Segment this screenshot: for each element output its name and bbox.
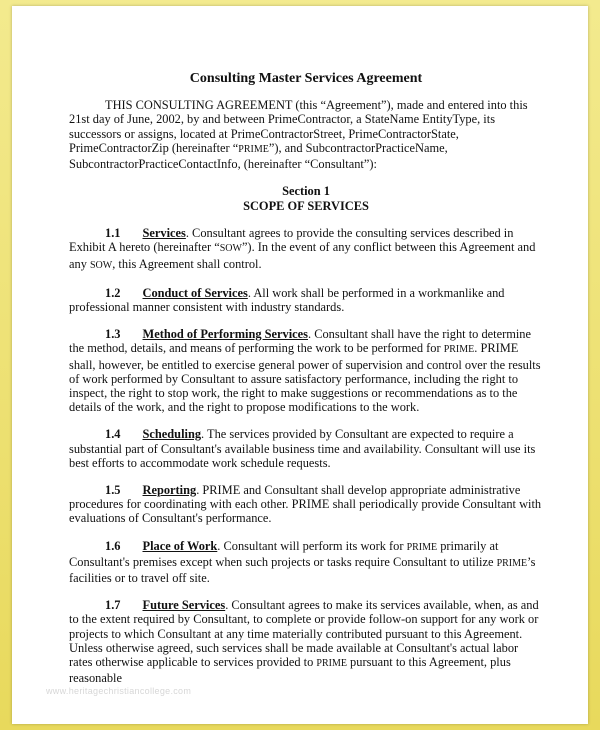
clause-heading: Services: [142, 226, 186, 241]
clause-1-3: 1.3 Method of Performing Services. Consultant shall have the right to determine the method, details, and means of performing the work to be performed for PRIME. PRIME shall, however, be entitled to exercise general power of supervision and control over the results of work performed by Consultant to assure satisfactory performance, including the right to inspect, the right to stop work, the right to make suggestions or recommendations as to the details of the work, and the right to propose modifications to the work.: [69, 327, 541, 415]
clause-heading: Scheduling: [142, 427, 202, 442]
clause-1-7: 1.7 Future Services. Consultant agrees to make its services available, when, as and to the extent required by Consultant, to complete or provide follow-on support for any work or projects to which Consultant at any time materially contributed pursuant to this Agreement. Unless otherwise agreed, such services shall be made available at Consultant's actual labor rates otherwise applicable to services provided to PRIME pursuant to this Agreement, plus reasonable: [69, 598, 539, 686]
document-title: Consulting Master Services Agreement: [189, 71, 423, 86]
clause-1-2: 1.2 Conduct of Services. All work shall be performed in a workmanlike and professional manner consistent with industry standards.: [69, 285, 505, 315]
clause-heading: Future Services: [142, 598, 226, 613]
clause-heading: Method of Performing Services: [142, 327, 309, 342]
intro-paragraph: THIS CONSULTING AGREEMENT (this “Agreement”), made and entered into this 21st day of June, 2002, by and between PrimeContractor, a StateName EntityType, its successors or assigns, located at PrimeContractorStreet, PrimeContractorState, PrimeContractorZip (hereinafter “PRIME”), and SubcontractorPracticeName, SubcontractorPracticeContactInfo, (hereinafter “Consultant”):: [69, 98, 528, 172]
section-heading: [69, 184, 543, 214]
clause-1-1: 1.1 Services. Consultant agrees to provide the consulting services described in Exhibit A hereto (hereinafter “SOW”). In the event of any conflict between this Agreement and any SOW, this Agreement shall control.: [69, 226, 536, 271]
document-content: [69, 72, 543, 699]
section-title: SCOPE OF SERVICES: [243, 199, 369, 214]
clause-heading: Conduct of Services: [142, 285, 248, 300]
clause-heading: Place of Work: [142, 538, 218, 553]
clause-heading: Reporting: [142, 483, 197, 498]
clause-1-5: 1.5 Reporting. PRIME and Consultant shall develop appropriate administrative procedures for coordinating with each other. PRIME shall periodically provide Consultant with evaluations of Consultant's performance.: [69, 483, 542, 526]
clause-1-6: 1.6 Place of Work. Consultant will perform its work for PRIME primarily at Consultant's premises except when such projects or tasks require Consultant to utilize PRIME’s facilities or to travel off site.: [69, 538, 536, 586]
watermark-text: www.heritagechristiancollege.com: [46, 686, 192, 696]
section-label: Section 1: [282, 184, 330, 199]
clause-1-4: 1.4 Scheduling. The services provided by Consultant are expected to require a substantial part of Consultant's available business time and availability. Consultant will use its best efforts to accommodate work schedule requests.: [69, 427, 536, 470]
document-page: [12, 6, 588, 724]
